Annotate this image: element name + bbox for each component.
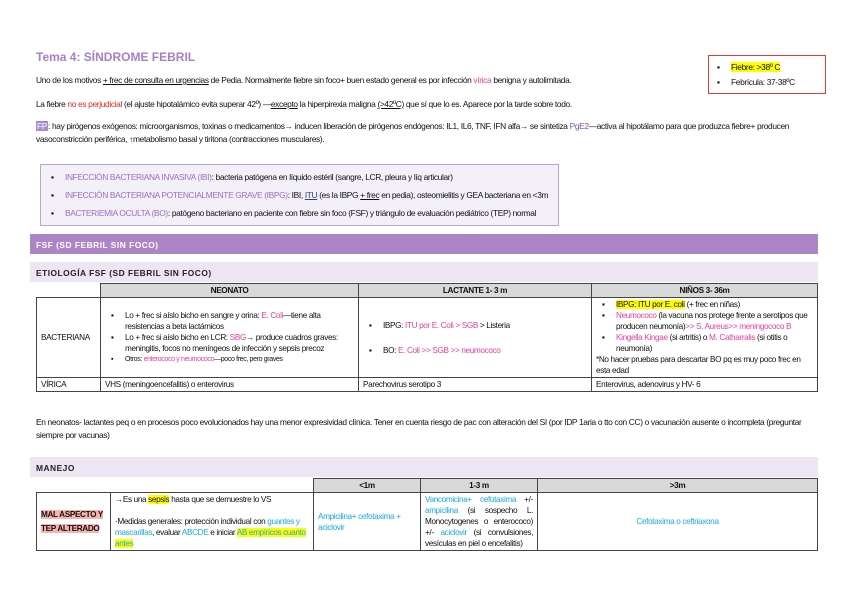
text: —poco frec, pero graves: [214, 356, 283, 363]
text: E. Coli: [261, 311, 284, 320]
table-row: [37, 298, 818, 378]
text: : patógeno bacteriano en paciente con fiebre sin foco (FSF) y triángulo de evaluación pediátrico (TEP) normal: [167, 208, 537, 218]
text: excepto: [270, 99, 298, 109]
text: IBPG:: [383, 320, 406, 330]
text: (si artritis) o: [667, 333, 710, 342]
text: Parechovirus serotipo 3: [359, 378, 592, 392]
text: AB empíricos cuanto antes: [115, 528, 306, 548]
note-paragraph: [36, 416, 826, 442]
text: guantes y mascarillas: [115, 517, 300, 537]
etiology-table: [36, 283, 818, 392]
text: Otros:: [125, 356, 144, 363]
text: M. Catharralis: [709, 333, 756, 342]
text: ABCDE: [181, 528, 209, 537]
text: PgE2: [569, 121, 589, 131]
text: Vancomicina+ cefotaxima: [425, 495, 517, 504]
text: BACTERIEMIA OCULTA (BO): [65, 208, 168, 218]
text: LACTANTE 1- 3 m: [359, 284, 592, 298]
text: : IBI,: [287, 190, 305, 200]
text: no es perjudicial: [67, 99, 122, 109]
text: NIÑOS 3- 36m: [592, 284, 818, 298]
fever-def: Fiebre: >38º C: [731, 62, 781, 72]
text: Lo + frec si aíslo bicho en LCR:: [125, 333, 230, 342]
febricula-def: Febrícula: 37-38ºC: [731, 77, 795, 87]
intro-paragraph: [36, 73, 571, 88]
text: FP: [37, 121, 48, 131]
text: NEONATO: [101, 284, 359, 298]
fever-paragraph: [36, 97, 572, 112]
text: que sí que lo es. Aparece por la tarde sobre todo.: [403, 99, 572, 109]
text: la hiperpirexia maligna: [297, 99, 378, 109]
text: + frec de consulta en urgencias: [102, 75, 209, 85]
management-table: [36, 478, 818, 551]
page-title: Tema 4: SÍNDROME FEBRIL: [36, 50, 196, 64]
text: que produzca fiebre+ producen vasoconstricción periférica, ↑metabolismo basal y tiritona (contracciones musculares).: [36, 121, 790, 144]
text: : hay pirógenos exógenos: microorganismos, toxinas o medicamentos→ inducen liberación de pirógenos endógenos: IL1, IL6, TNF, IFN alfa→ se sintetiza: [48, 121, 570, 131]
definitions-box: [40, 164, 559, 226]
text: >3m: [538, 479, 818, 493]
table-row: [37, 493, 818, 551]
text: , evaluar: [152, 528, 182, 537]
text: enterococo y neumococo: [143, 356, 215, 363]
text: ·Medidas generales: protección individual con: [115, 517, 268, 526]
text: (>42ºC): [377, 99, 404, 109]
text: vírica: [473, 75, 492, 85]
text: E. Coli >> SGB >> neumococo: [397, 345, 501, 355]
text: (si otitis o neumonía): [616, 333, 788, 353]
text: VÍRICA: [37, 378, 101, 392]
text: >> S. Aureus>> meningococo B: [685, 322, 792, 331]
text: (es la IBPG: [317, 190, 361, 200]
text: (la vacuna nos protege frente a serotipos que producen neumonía): [616, 311, 808, 331]
text: MAL ASPECTO Y TEP ALTERADO: [41, 509, 104, 533]
definition-ibi: [51, 168, 548, 186]
text: INFECCIÓN BACTERIANA INVASIVA (IBI): [65, 172, 212, 182]
text: Cefotaxima o ceftriaxona: [538, 493, 818, 551]
physiopathology-paragraph: [36, 120, 826, 146]
text: +/-: [516, 495, 533, 504]
definition-bo: [51, 204, 548, 222]
text: + frec: [360, 190, 380, 200]
text: ITU: [304, 190, 318, 200]
text: : bacteria patógena en líquido estéril (sangre, LCR, pleura y líq articular): [211, 172, 453, 182]
text: Enterovirus, adenovirus y HV- 6: [592, 378, 818, 392]
text: →Es una: [115, 495, 149, 504]
text: VHS (meningoencefalitis) o enterovirus: [101, 378, 359, 392]
text: de Pedia. Normalmente fiebre sin foco+ buen estado general es por infección: [208, 75, 474, 85]
text: La fiebre: [36, 99, 68, 109]
text: benigna y autolimitada.: [491, 75, 572, 85]
definition-ibpg: [51, 186, 548, 204]
text: Kingella Kingae: [616, 333, 668, 342]
section-header: FSF (SD FEBRIL SIN FOCO): [30, 234, 818, 254]
text: (el ajuste hipotalámico evita superar 42º) —: [122, 99, 271, 109]
text: hasta que se demuestre lo VS: [169, 495, 272, 504]
text: → produce cuadros graves: meningitis, focos no meníngeos de infección y sepsis precoz: [125, 333, 338, 353]
row-label: BACTERIANA: [37, 298, 101, 378]
text: INFECCIÓN BACTERIANA POTENCIALMENTE GRAVE (IBPG): [65, 190, 288, 200]
fever-definition-box: [708, 55, 826, 94]
text: sepsis: [148, 495, 170, 504]
text: (si convulsiones, vesículas en piel o encefalitis): [425, 528, 533, 548]
text: <1m: [314, 479, 421, 493]
text: en pedia), osteomielitis y GEA bacteriana en <3m: [379, 190, 549, 200]
text: —activa al hipotálamo para: [588, 121, 682, 131]
text: Lo + frec si aíslo bicho en sangre y orina:: [125, 311, 262, 320]
text: —tiene alta resistencias a beta lactámicos: [125, 311, 321, 331]
text: Ampicilina+ cefotaxima + aciclovir: [314, 493, 421, 551]
text: 1-3 m: [421, 479, 538, 493]
text: aciclovir: [440, 528, 467, 537]
text: ITU por E. Coli > SGB: [405, 320, 478, 330]
text: e iniciar: [208, 528, 237, 537]
text: Neumococo: [616, 311, 657, 320]
text: *No hacer pruebas para descartar BO pq es muy poco frec en esta edad: [596, 355, 801, 375]
text: SBG: [229, 333, 246, 342]
text: vacunación ausente o incompleta (preguntar siempre por vacunas): [36, 417, 802, 440]
text: BO:: [383, 345, 398, 355]
management-heading: MANEJO: [30, 457, 818, 477]
text: (si sospecho L. Monocytogenes o enterococo) +/-: [425, 506, 533, 537]
etiology-heading: ETIOLOGÍA FSF (SD FEBRIL SIN FOCO): [30, 262, 818, 282]
text: IBPG: ITU por E. coli: [616, 300, 685, 309]
text: > Listeria: [477, 320, 510, 330]
text: ampicilina: [425, 506, 458, 515]
text: (+ frec en niñas): [684, 300, 741, 309]
text: En neonatos- lactantes peq o en procesos poco evolucionados hay una menor expresividad clínica. Tener en cuenta riesgo de pac con alteración del SI (por IDP 1aria o tto con CC) o: [36, 417, 649, 427]
table-row: [37, 378, 818, 392]
text: Uno de los motivos: [36, 75, 103, 85]
